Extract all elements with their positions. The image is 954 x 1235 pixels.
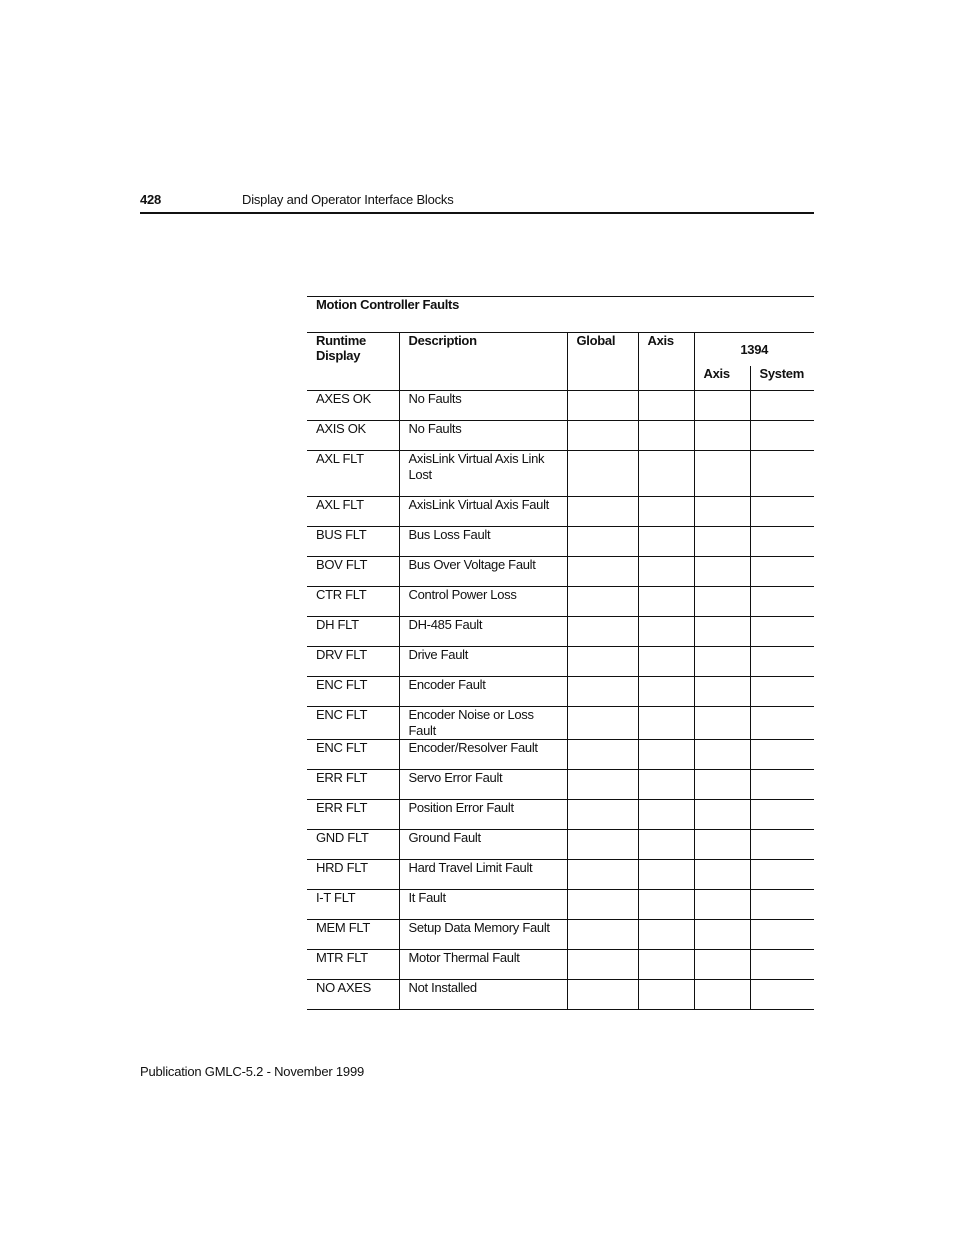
- cell-1394-axis: [694, 860, 750, 890]
- cell-runtime-display: ENC FLT: [307, 677, 399, 707]
- cell-runtime-display: NO AXES: [307, 980, 399, 1010]
- cell-description: DH-485 Fault: [399, 617, 567, 647]
- cell-runtime-display: AXL FLT: [307, 497, 399, 527]
- cell-description: Encoder/Resolver Fault: [399, 740, 567, 770]
- cell-1394-system: [750, 950, 814, 980]
- cell-1394-system: [750, 707, 814, 740]
- cell-description: No Faults: [399, 391, 567, 421]
- cell-runtime-display: ENC FLT: [307, 740, 399, 770]
- cell-axis: [638, 421, 694, 451]
- cell-description: It Fault: [399, 890, 567, 920]
- table-title: Motion Controller Faults: [307, 297, 814, 333]
- table-row: [307, 890, 814, 920]
- cell-1394-axis: [694, 617, 750, 647]
- table-row: [307, 677, 814, 707]
- cell-runtime-display: ERR FLT: [307, 800, 399, 830]
- cell-description: Ground Fault: [399, 830, 567, 860]
- cell-axis: [638, 677, 694, 707]
- cell-1394-axis: [694, 707, 750, 740]
- cell-1394-axis: [694, 527, 750, 557]
- cell-1394-axis: [694, 497, 750, 527]
- column-header-1394-axis: Axis: [694, 366, 750, 391]
- cell-global: [567, 391, 638, 421]
- table-row: [307, 647, 814, 677]
- cell-runtime-display: DRV FLT: [307, 647, 399, 677]
- cell-runtime-display: BOV FLT: [307, 557, 399, 587]
- table-row: [307, 527, 814, 557]
- cell-1394-system: [750, 527, 814, 557]
- cell-axis: [638, 617, 694, 647]
- column-header-global: Global: [567, 333, 638, 391]
- cell-1394-axis: [694, 830, 750, 860]
- cell-1394-system: [750, 980, 814, 1010]
- cell-description: Bus Loss Fault: [399, 527, 567, 557]
- cell-1394-system: [750, 451, 814, 497]
- cell-1394-axis: [694, 391, 750, 421]
- cell-global: [567, 587, 638, 617]
- cell-1394-axis: [694, 557, 750, 587]
- column-header-axis: Axis: [638, 333, 694, 391]
- cell-1394-axis: [694, 950, 750, 980]
- cell-global: [567, 647, 638, 677]
- cell-runtime-display: MEM FLT: [307, 920, 399, 950]
- cell-1394-system: [750, 740, 814, 770]
- cell-runtime-display: AXL FLT: [307, 451, 399, 497]
- cell-description: Encoder Fault: [399, 677, 567, 707]
- cell-1394-system: [750, 830, 814, 860]
- cell-axis: [638, 890, 694, 920]
- cell-global: [567, 980, 638, 1010]
- column-header-description: Description: [399, 333, 567, 391]
- cell-axis: [638, 950, 694, 980]
- cell-1394-axis: [694, 920, 750, 950]
- column-header-1394-system: System: [750, 366, 814, 391]
- cell-axis: [638, 647, 694, 677]
- cell-runtime-display: ERR FLT: [307, 770, 399, 800]
- table-row: [307, 830, 814, 860]
- cell-axis: [638, 860, 694, 890]
- cell-axis: [638, 587, 694, 617]
- table-row: [307, 770, 814, 800]
- cell-axis: [638, 920, 694, 950]
- cell-runtime-display: CTR FLT: [307, 587, 399, 617]
- cell-global: [567, 950, 638, 980]
- cell-axis: [638, 497, 694, 527]
- cell-1394-axis: [694, 740, 750, 770]
- cell-runtime-display: I-T FLT: [307, 890, 399, 920]
- cell-1394-system: [750, 617, 814, 647]
- table-row: [307, 920, 814, 950]
- column-header-runtime-display: Runtime Display: [307, 333, 399, 391]
- cell-1394-axis: [694, 587, 750, 617]
- cell-global: [567, 890, 638, 920]
- cell-runtime-display: ENC FLT: [307, 707, 399, 740]
- cell-runtime-display: HRD FLT: [307, 860, 399, 890]
- table-row: [307, 860, 814, 890]
- cell-1394-system: [750, 920, 814, 950]
- cell-axis: [638, 391, 694, 421]
- table-row: [307, 980, 814, 1010]
- cell-1394-system: [750, 647, 814, 677]
- cell-global: [567, 860, 638, 890]
- table-row: [307, 391, 814, 421]
- cell-global: [567, 421, 638, 451]
- cell-runtime-display: AXIS OK: [307, 421, 399, 451]
- cell-description: No Faults: [399, 421, 567, 451]
- cell-description: Setup Data Memory Fault: [399, 920, 567, 950]
- cell-1394-system: [750, 860, 814, 890]
- cell-global: [567, 830, 638, 860]
- cell-axis: [638, 527, 694, 557]
- cell-description: Hard Travel Limit Fault: [399, 860, 567, 890]
- cell-runtime-display: BUS FLT: [307, 527, 399, 557]
- cell-description: Control Power Loss: [399, 587, 567, 617]
- cell-1394-system: [750, 770, 814, 800]
- page-header: [140, 192, 814, 214]
- cell-description: Servo Error Fault: [399, 770, 567, 800]
- page-number: 428: [140, 192, 162, 207]
- publication-footer: Publication GMLC-5.2 - November 1999: [140, 1064, 365, 1079]
- cell-description: Motor Thermal Fault: [399, 950, 567, 980]
- cell-1394-axis: [694, 770, 750, 800]
- cell-1394-system: [750, 800, 814, 830]
- cell-global: [567, 557, 638, 587]
- cell-runtime-display: AXES OK: [307, 391, 399, 421]
- cell-description: Not Installed: [399, 980, 567, 1010]
- cell-1394-axis: [694, 800, 750, 830]
- motion-controller-faults-table: [307, 296, 814, 1010]
- cell-1394-axis: [694, 451, 750, 497]
- cell-axis: [638, 557, 694, 587]
- cell-global: [567, 740, 638, 770]
- table-row: [307, 707, 814, 740]
- cell-1394-system: [750, 677, 814, 707]
- cell-1394-system: [750, 890, 814, 920]
- cell-1394-axis: [694, 890, 750, 920]
- cell-global: [567, 451, 638, 497]
- cell-axis: [638, 740, 694, 770]
- cell-1394-system: [750, 391, 814, 421]
- cell-description: Position Error Fault: [399, 800, 567, 830]
- table-row: [307, 617, 814, 647]
- table-row: [307, 800, 814, 830]
- cell-description: Bus Over Voltage Fault: [399, 557, 567, 587]
- column-group-1394: 1394: [694, 333, 814, 367]
- cell-description: Drive Fault: [399, 647, 567, 677]
- table-body: [307, 391, 814, 1010]
- cell-axis: [638, 830, 694, 860]
- table-row: [307, 451, 814, 497]
- cell-global: [567, 527, 638, 557]
- cell-global: [567, 800, 638, 830]
- cell-runtime-display: MTR FLT: [307, 950, 399, 980]
- cell-axis: [638, 980, 694, 1010]
- cell-description: AxisLink Virtual Axis Link Lost: [399, 451, 567, 497]
- cell-1394-axis: [694, 647, 750, 677]
- cell-description: Encoder Noise or Loss Fault: [399, 707, 567, 740]
- cell-1394-axis: [694, 677, 750, 707]
- cell-global: [567, 920, 638, 950]
- cell-global: [567, 770, 638, 800]
- cell-runtime-display: DH FLT: [307, 617, 399, 647]
- cell-axis: [638, 451, 694, 497]
- table-row: [307, 421, 814, 451]
- cell-global: [567, 617, 638, 647]
- table-row: [307, 587, 814, 617]
- cell-runtime-display: GND FLT: [307, 830, 399, 860]
- table-row: [307, 950, 814, 980]
- cell-axis: [638, 707, 694, 740]
- cell-global: [567, 497, 638, 527]
- cell-global: [567, 707, 638, 740]
- table-row: [307, 740, 814, 770]
- cell-global: [567, 677, 638, 707]
- cell-1394-system: [750, 497, 814, 527]
- cell-1394-system: [750, 587, 814, 617]
- cell-axis: [638, 800, 694, 830]
- running-title: Display and Operator Interface Blocks: [242, 192, 454, 207]
- cell-description: AxisLink Virtual Axis Fault: [399, 497, 567, 527]
- table-row: [307, 497, 814, 527]
- cell-axis: [638, 770, 694, 800]
- cell-1394-system: [750, 421, 814, 451]
- cell-1394-system: [750, 557, 814, 587]
- cell-1394-axis: [694, 421, 750, 451]
- cell-1394-axis: [694, 980, 750, 1010]
- table-row: [307, 557, 814, 587]
